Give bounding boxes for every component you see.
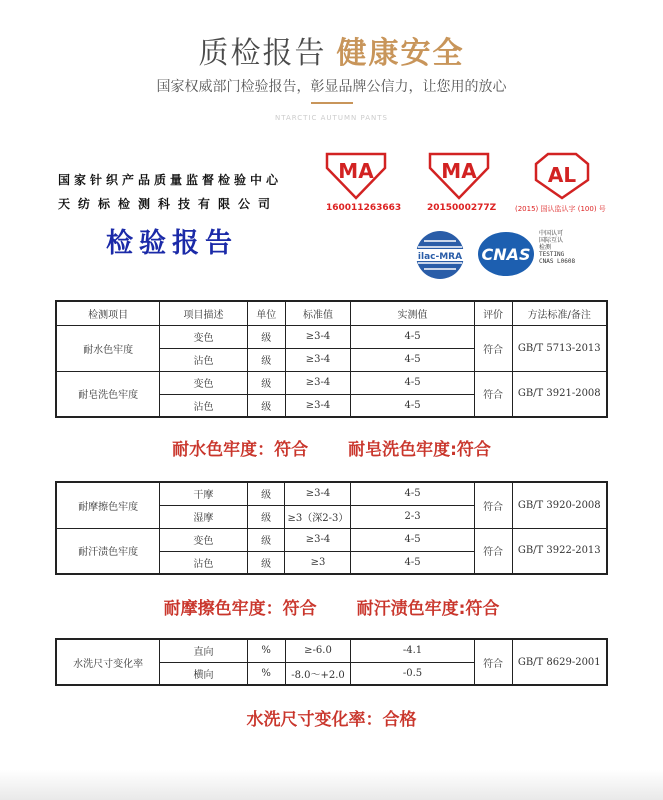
summary-water: 耐水色牢度：符合 bbox=[172, 440, 309, 460]
measured-cell: -4.1 bbox=[351, 639, 474, 662]
ilac-mra-logo bbox=[412, 229, 468, 281]
cal-logo bbox=[532, 150, 592, 200]
cma-icon bbox=[323, 152, 389, 200]
header-cell: 方法标准/备注 bbox=[512, 301, 607, 325]
title-divider bbox=[311, 102, 353, 104]
cma2-code: 2015000277Z bbox=[427, 203, 497, 213]
measured-cell: 4-5 bbox=[351, 371, 474, 394]
test-item-cell: 耐水色牢度 bbox=[56, 325, 160, 371]
cal-letters: AL bbox=[547, 163, 577, 187]
cnas-cn-2: 国际互认 bbox=[539, 237, 564, 244]
quality-table-3 bbox=[55, 638, 608, 686]
header-cell: 项目描述 bbox=[160, 301, 248, 325]
quality-table-1 bbox=[55, 300, 608, 418]
std-cell: ≥3（深2-3） bbox=[285, 505, 351, 528]
std-cell: ≥3-4 bbox=[285, 528, 351, 551]
measured-cell: 2-3 bbox=[351, 505, 474, 528]
desc-cell: 横向 bbox=[160, 662, 247, 685]
std-cell: ≥-6.0 bbox=[285, 639, 351, 662]
table-row bbox=[56, 325, 607, 348]
header-cell: 检测项目 bbox=[56, 301, 160, 325]
unit-cell: 级 bbox=[247, 325, 285, 348]
test-item-cell: 耐皂洗色牢度 bbox=[56, 371, 160, 417]
watermark-text: NTARCTIC AUTUMN PANTS bbox=[275, 114, 388, 122]
desc-cell: 变色 bbox=[160, 371, 248, 394]
std-cell: ≥3-4 bbox=[285, 482, 351, 505]
desc-cell: 沾色 bbox=[160, 348, 248, 371]
header-cell: 标准值 bbox=[285, 301, 351, 325]
desc-cell: 湿摩 bbox=[160, 505, 247, 528]
summary-soap: 耐皂洗色牢度:符合 bbox=[348, 440, 491, 460]
measured-cell: 4-5 bbox=[351, 528, 474, 551]
unit-cell: 级 bbox=[247, 371, 285, 394]
org-name-line2: 天纺标检测科技有限公司 bbox=[58, 197, 279, 211]
unit-cell: 级 bbox=[247, 551, 285, 574]
cma-logo-2 bbox=[426, 152, 492, 200]
table-row bbox=[56, 639, 607, 662]
cma1-code: 160011263663 bbox=[326, 203, 402, 213]
measured-cell: 4-5 bbox=[351, 482, 474, 505]
measured-cell: 4-5 bbox=[351, 348, 474, 371]
unit-cell: % bbox=[247, 662, 285, 685]
summary-line-2 bbox=[0, 594, 663, 619]
result-cell: 符合 bbox=[474, 639, 512, 685]
cal-code: (2015) 国认监认字 (100) 号 bbox=[515, 205, 606, 213]
std-cell: -8.0～+2.0 bbox=[285, 662, 351, 685]
desc-cell: 沾色 bbox=[160, 551, 247, 574]
unit-cell: 级 bbox=[247, 394, 285, 417]
title-accent: 健康安全 bbox=[336, 36, 465, 71]
table-row bbox=[56, 371, 607, 394]
cnas-letters: CNAS bbox=[481, 245, 531, 264]
test-item-cell: 耐摩擦色牢度 bbox=[56, 482, 160, 528]
cnas-en-1: TESTING bbox=[539, 251, 565, 258]
globe-icon bbox=[412, 229, 468, 281]
quality-table-2 bbox=[55, 481, 608, 575]
summary-line-3 bbox=[0, 705, 663, 730]
cma-icon bbox=[426, 152, 492, 200]
page-title bbox=[0, 28, 663, 72]
result-cell: 符合 bbox=[474, 528, 512, 574]
method-cell: GB/T 5713-2013 bbox=[512, 325, 607, 371]
cnas-cn-3: 检测 bbox=[539, 244, 552, 251]
measured-cell: -0.5 bbox=[351, 662, 474, 685]
std-cell: ≥3-4 bbox=[285, 371, 351, 394]
table-row bbox=[56, 482, 607, 505]
summary-rubbing: 耐摩擦色牢度：符合 bbox=[163, 599, 317, 619]
measured-cell: 4-5 bbox=[351, 394, 474, 417]
test-item-cell: 水洗尺寸变化率 bbox=[56, 639, 160, 685]
org-name-line1: 国家针织产品质量监督检验中心 bbox=[58, 173, 283, 187]
result-cell: 符合 bbox=[474, 482, 512, 528]
method-cell: GB/T 3920-2008 bbox=[512, 482, 607, 528]
desc-cell: 干摩 bbox=[160, 482, 247, 505]
cma2-letters: MA bbox=[441, 159, 477, 183]
title-main: 质检报告 bbox=[198, 36, 327, 71]
std-cell: ≥3-4 bbox=[285, 394, 351, 417]
table-header-row bbox=[56, 301, 607, 325]
std-cell: ≥3-4 bbox=[285, 325, 351, 348]
report-title: 检验报告 bbox=[106, 228, 238, 259]
ilac-text: ilac-MRA bbox=[417, 252, 463, 262]
cma-logo-1 bbox=[323, 152, 389, 200]
cal-icon bbox=[532, 150, 592, 200]
desc-cell: 变色 bbox=[160, 325, 248, 348]
summary-shrinkage: 水洗尺寸变化率：合格 bbox=[246, 710, 417, 730]
summary-line-1 bbox=[0, 435, 663, 460]
method-cell: GB/T 3921-2008 bbox=[512, 371, 607, 417]
test-item-cell: 耐汗渍色牢度 bbox=[56, 528, 160, 574]
measured-cell: 4-5 bbox=[351, 325, 474, 348]
unit-cell: 级 bbox=[247, 505, 285, 528]
cma1-letters: MA bbox=[338, 159, 374, 183]
cnas-cn-1: 中国认可 bbox=[539, 230, 564, 237]
cnas-en-2: CNAS L0608 bbox=[539, 258, 576, 265]
std-cell: ≥3 bbox=[285, 551, 351, 574]
desc-cell: 直向 bbox=[160, 639, 247, 662]
unit-cell: % bbox=[247, 639, 285, 662]
result-cell: 符合 bbox=[474, 371, 512, 417]
method-cell: GB/T 8629-2001 bbox=[512, 639, 607, 685]
desc-cell: 变色 bbox=[160, 528, 247, 551]
method-cell: GB/T 3922-2013 bbox=[512, 528, 607, 574]
header-cell: 评价 bbox=[474, 301, 512, 325]
unit-cell: 级 bbox=[247, 348, 285, 371]
std-cell: ≥3-4 bbox=[285, 348, 351, 371]
unit-cell: 级 bbox=[247, 528, 285, 551]
page-subtitle: 国家权威部门检验报告，彰显品牌公信力，让您用的放心 bbox=[156, 79, 507, 95]
footer-gradient bbox=[0, 770, 663, 800]
cnas-logo bbox=[476, 229, 576, 279]
unit-cell: 级 bbox=[247, 482, 285, 505]
summary-perspiration: 耐汗渍色牢度:符合 bbox=[356, 599, 500, 619]
desc-cell: 沾色 bbox=[160, 394, 248, 417]
measured-cell: 4-5 bbox=[351, 551, 474, 574]
result-cell: 符合 bbox=[474, 325, 512, 371]
header-cell: 实测值 bbox=[351, 301, 474, 325]
header-cell: 单位 bbox=[247, 301, 285, 325]
table-row bbox=[56, 528, 607, 551]
